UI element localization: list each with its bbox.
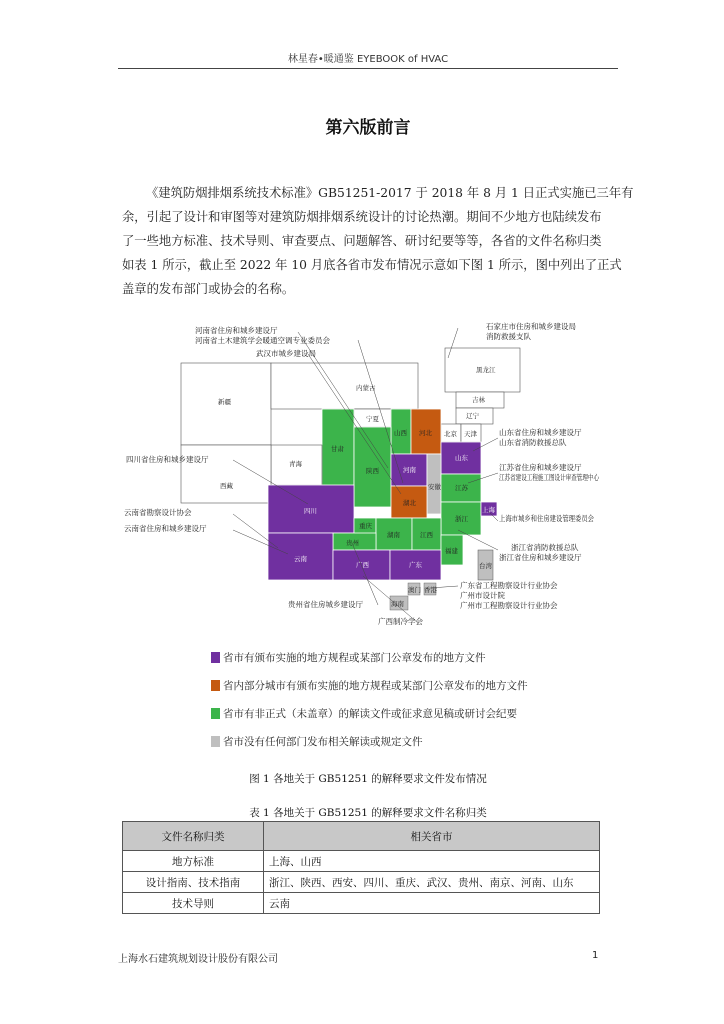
legend-text: 省市没有任何部门发布相关解读或规定文件 bbox=[223, 736, 423, 748]
label-guizhou: 贵州 bbox=[346, 539, 359, 547]
table-row bbox=[123, 851, 600, 872]
ann-shandong-fire: 山东省消防救援总队 bbox=[499, 438, 567, 447]
label-anhui: 安徽 bbox=[428, 483, 441, 491]
ann-yunnan-assoc: 云南省勘察设计协会 bbox=[124, 508, 192, 517]
region-xizang bbox=[181, 445, 271, 503]
table-cell: 地方标准 bbox=[123, 851, 264, 872]
china-province-map bbox=[118, 318, 634, 636]
legend-swatch bbox=[211, 652, 220, 663]
label-gansu: 甘肃 bbox=[331, 445, 344, 453]
ann-jiangsu-center: 江苏省建设工程施工图设计审查管理中心 bbox=[499, 473, 634, 482]
ann-sichuan: 四川省住房和城乡建设厅 bbox=[126, 455, 209, 464]
ann-guizhou: 贵州省住房城乡建设厅 bbox=[288, 600, 363, 609]
ann-henan-assoc: 河南省土木建筑学会暖通空调专业委员会 bbox=[195, 336, 330, 345]
label-guangdong: 广东 bbox=[409, 561, 422, 569]
ann-shandong: 山东省住房和城乡建设厅 bbox=[499, 428, 582, 437]
figure-caption: 图 1 各地关于 GB51251 的解释要求文件发布情况 bbox=[249, 773, 487, 785]
ann-shijiazhuang: 石家庄市住房和城乡建设局 bbox=[486, 322, 576, 331]
table-cell: 上海、山西 bbox=[264, 851, 600, 872]
ann-yunnan: 云南省住房和城乡建设厅 bbox=[124, 524, 207, 533]
label-ningxia: 宁夏 bbox=[366, 415, 379, 423]
legend-item-orange bbox=[211, 678, 528, 693]
label-xizang: 西藏 bbox=[220, 482, 233, 490]
table-cell: 设计指南、技术指南 bbox=[123, 872, 264, 893]
label-jilin: 吉林 bbox=[472, 396, 485, 404]
label-yunnan: 云南 bbox=[294, 555, 307, 563]
ann-guangzhou-assoc: 广州市工程勘察设计行业协会 bbox=[460, 601, 558, 610]
legend-text: 省内部分城市有颁布实施的地方规程或某部门公章发布的地方文件 bbox=[223, 680, 528, 692]
legend-swatch bbox=[211, 736, 220, 747]
paragraph-line: 《建筑防烟排烟系统技术标准》GB51251-2017 于 2018 年 8 月 1 日正式实施已三年有 bbox=[146, 186, 634, 200]
table-cell: 云南 bbox=[264, 893, 600, 914]
preface-paragraph bbox=[122, 181, 634, 301]
label-xianggang: 香港 bbox=[424, 586, 437, 594]
ann-guangzhou: 广州市设计院 bbox=[460, 591, 505, 600]
table-header-row bbox=[123, 822, 600, 851]
table-caption: 表 1 各地关于 GB51251 的解释要求文件名称归类 bbox=[249, 807, 487, 819]
map-regions bbox=[181, 348, 520, 610]
label-jiangsu: 江苏 bbox=[455, 484, 468, 492]
label-heilongjiang: 黑龙江 bbox=[476, 366, 496, 374]
label-taiwan: 台湾 bbox=[479, 562, 492, 570]
label-sichuan: 四川 bbox=[304, 507, 317, 515]
label-tianjin: 天津 bbox=[464, 430, 477, 438]
label-shanghai: 上海 bbox=[482, 506, 495, 514]
label-zhejiang: 浙江 bbox=[455, 515, 468, 523]
ann-wuhan: 武汉市城乡建设局 bbox=[256, 349, 316, 358]
label-fujian: 福建 bbox=[445, 547, 458, 555]
table-header-cell: 相关省市 bbox=[264, 822, 600, 851]
paragraph-line: 了一些地方标准、技术导则、审查要点、问题解答、研讨纪要等等，各省的文件名称归类 bbox=[122, 234, 602, 248]
label-hunan: 湖南 bbox=[387, 531, 400, 539]
page-header: 林星春•暖通鉴 EYEBOOK of HVAC bbox=[287, 54, 449, 65]
label-henan: 河南 bbox=[403, 466, 416, 474]
legend-item-green bbox=[211, 706, 517, 721]
page-number: 1 bbox=[592, 950, 599, 961]
label-shaanxi: 陕西 bbox=[366, 467, 379, 475]
ann-guangdong: 广东省工程勘察设计行业协会 bbox=[460, 581, 558, 590]
label-liaoning: 辽宁 bbox=[466, 412, 479, 420]
table-row bbox=[123, 893, 600, 914]
paragraph-line: 盖章的发布部门或协会的名称。 bbox=[122, 282, 295, 296]
header-rule bbox=[118, 68, 618, 69]
label-chongqing: 重庆 bbox=[359, 522, 372, 530]
legend-text: 省市有颁布实施的地方规程或某部门公章发布的地方文件 bbox=[223, 652, 486, 664]
label-neimenggu: 内蒙古 bbox=[356, 384, 376, 392]
label-hebei: 河北 bbox=[419, 429, 432, 437]
ann-zhejiang-fire: 浙江省消防救援总队 bbox=[511, 543, 579, 552]
legend-item-purple bbox=[211, 650, 486, 665]
table-row bbox=[123, 872, 600, 893]
legend-item-gray bbox=[211, 734, 423, 749]
label-hainan: 海南 bbox=[391, 600, 404, 608]
label-jiangxi: 江西 bbox=[420, 531, 433, 539]
label-guangxi: 广西 bbox=[356, 561, 369, 569]
legend-swatch bbox=[211, 680, 220, 691]
table-header-cell: 文件名称归类 bbox=[123, 822, 264, 851]
legend-text: 省市有非正式（未盖章）的解读文件或征求意见稿或研讨会纪要 bbox=[223, 708, 517, 720]
ann-guangxi: 广西制冷学会 bbox=[378, 617, 423, 626]
label-shanxi: 山西 bbox=[394, 429, 407, 437]
paragraph-line: 如表 1 所示，截止至 2022 年 10 月底各省市发布情况示意如下图 1 所示，图中列出了正式 bbox=[122, 258, 622, 272]
ann-zhejiang: 浙江省住房和城乡建设厅 bbox=[499, 553, 582, 562]
label-hubei: 湖北 bbox=[403, 499, 416, 507]
ann-henan: 河南省住房和城乡建设厅 bbox=[195, 326, 278, 335]
label-shandong: 山东 bbox=[455, 454, 468, 462]
ann-shijiazhuang-fire: 消防救援支队 bbox=[486, 332, 531, 341]
label-aomen: 澳门 bbox=[408, 586, 421, 594]
ann-jiangsu: 江苏省住房和城乡建设厅 bbox=[499, 463, 582, 472]
label-beijing: 北京 bbox=[444, 430, 457, 438]
table-cell: 技术导则 bbox=[123, 893, 264, 914]
page-title: 第六版前言 bbox=[325, 118, 411, 138]
table-cell: 浙江、陕西、西安、四川、重庆、武汉、贵州、南京、河南、山东 bbox=[264, 872, 600, 893]
ann-shanghai: 上海市城乡和住房建设管理委员会 bbox=[499, 514, 612, 523]
classification-table bbox=[122, 821, 600, 914]
label-xinjiang: 新疆 bbox=[218, 398, 231, 406]
footer-company: 上海水石建筑规划设计股份有限公司 bbox=[118, 954, 278, 965]
paragraph-line: 余，引起了设计和审图等对建筑防烟排烟系统设计的讨论热潮。期间不少地方也陆续发布 bbox=[122, 210, 602, 224]
label-qinghai: 青海 bbox=[289, 460, 302, 468]
legend-swatch bbox=[211, 708, 220, 719]
